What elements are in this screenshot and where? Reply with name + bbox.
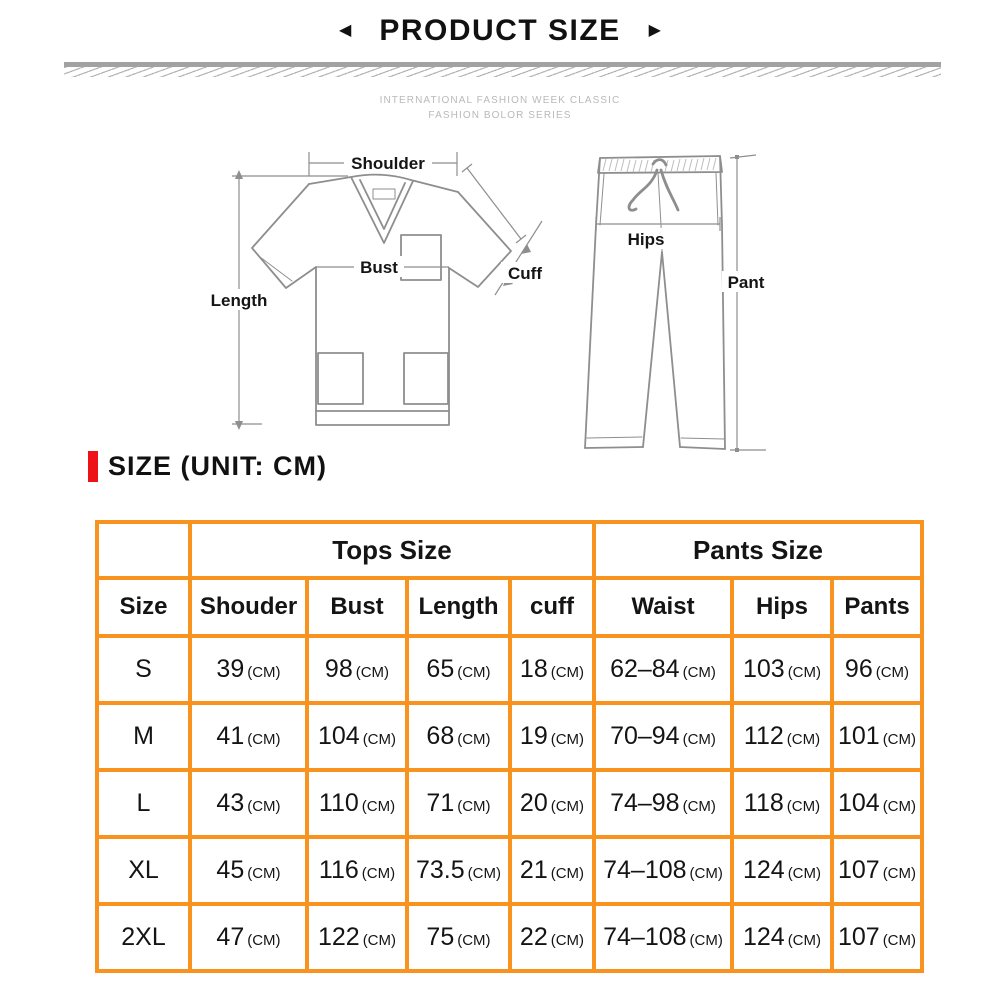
subtitle-line-1: INTERNATIONAL FASHION WEEK CLASSIC (379, 95, 621, 106)
page-title: PRODUCT SIZE (379, 14, 621, 47)
tops-size-group-header: Tops Size (190, 522, 594, 578)
bust-label: Bust (360, 258, 398, 277)
shoulder-label: Shoulder (351, 154, 425, 173)
hatched-divider (64, 62, 941, 77)
table-group-header-row (97, 522, 922, 578)
top-measure-lines (232, 152, 542, 430)
value-cell: 98 (CM) (307, 636, 407, 703)
column-header-size: Size (97, 578, 190, 636)
table-row-m (97, 703, 922, 770)
size-cell: S (97, 636, 190, 703)
table-row-xl (97, 837, 922, 904)
value-cell: 65 (CM) (407, 636, 510, 703)
column-header-waist: Waist (594, 578, 732, 636)
length-label: Length (210, 291, 268, 310)
value-cell: 73.5 (CM) (407, 837, 510, 904)
value-cell: 107 (CM) (832, 837, 922, 904)
size-section-title (88, 451, 327, 482)
column-header-shouder: Shouder (190, 578, 307, 636)
value-cell: 74–108 (CM) (594, 837, 732, 904)
pants-labels (620, 228, 770, 292)
value-cell: 75 (CM) (407, 904, 510, 971)
red-accent-bar (88, 451, 98, 482)
subtitle (0, 93, 1000, 123)
value-cell: 96 (CM) (832, 636, 922, 703)
value-cell: 122 (CM) (307, 904, 407, 971)
value-cell: 71 (CM) (407, 770, 510, 837)
size-cell: 2XL (97, 904, 190, 971)
table-column-header-row (97, 578, 922, 636)
value-cell: 104 (CM) (307, 703, 407, 770)
column-header-cuff: cuff (510, 578, 594, 636)
value-cell: 118 (CM) (732, 770, 832, 837)
value-cell: 62–84 (CM) (594, 636, 732, 703)
scrub-pants-outline (585, 156, 725, 449)
value-cell: 20 (CM) (510, 770, 594, 837)
pants-size-group-header: Pants Size (594, 522, 922, 578)
size-cell: XL (97, 837, 190, 904)
table-row-s (97, 636, 922, 703)
left-arrow-icon: ◀ (339, 22, 352, 39)
value-cell: 39 (CM) (190, 636, 307, 703)
scrub-top-outline (252, 175, 511, 425)
value-cell: 107 (CM) (832, 904, 922, 971)
value-cell: 124 (CM) (732, 837, 832, 904)
column-header-length: Length (407, 578, 510, 636)
value-cell: 68 (CM) (407, 703, 510, 770)
value-cell: 101 (CM) (832, 703, 922, 770)
corner-cell (97, 522, 190, 578)
value-cell: 110 (CM) (307, 770, 407, 837)
column-header-pants: Pants (832, 578, 922, 636)
column-header-hips: Hips (732, 578, 832, 636)
hips-label: Hips (627, 230, 665, 249)
value-cell: 45 (CM) (190, 837, 307, 904)
value-cell: 104 (CM) (832, 770, 922, 837)
cuff-label: Cuff (508, 264, 542, 283)
scrub-pants-diagram (560, 140, 960, 470)
value-cell: 41 (CM) (190, 703, 307, 770)
value-cell: 19 (CM) (510, 703, 594, 770)
table-row-l (97, 770, 922, 837)
scrub-top-diagram (180, 140, 580, 470)
value-cell: 74–108 (CM) (594, 904, 732, 971)
size-cell: M (97, 703, 190, 770)
size-table (95, 520, 924, 973)
value-cell: 116 (CM) (307, 837, 407, 904)
table-row-2xl (97, 904, 922, 971)
value-cell: 22 (CM) (510, 904, 594, 971)
size-cell: L (97, 770, 190, 837)
section-title-text: SIZE (UNIT: CM) (108, 451, 327, 481)
column-header-bust: Bust (307, 578, 407, 636)
value-cell: 70–94 (CM) (594, 703, 732, 770)
value-cell: 103 (CM) (732, 636, 832, 703)
value-cell: 21 (CM) (510, 837, 594, 904)
value-cell: 74–98 (CM) (594, 770, 732, 837)
value-cell: 124 (CM) (732, 904, 832, 971)
header (0, 14, 1000, 48)
subtitle-line-2: FASHION BOLOR SERIES (428, 110, 572, 121)
value-cell: 47 (CM) (190, 904, 307, 971)
pant-label: Pant (727, 273, 765, 292)
value-cell: 18 (CM) (510, 636, 594, 703)
value-cell: 112 (CM) (732, 703, 832, 770)
pants-measure-lines (596, 155, 766, 452)
value-cell: 43 (CM) (190, 770, 307, 837)
right-arrow-icon: ▶ (648, 22, 661, 39)
